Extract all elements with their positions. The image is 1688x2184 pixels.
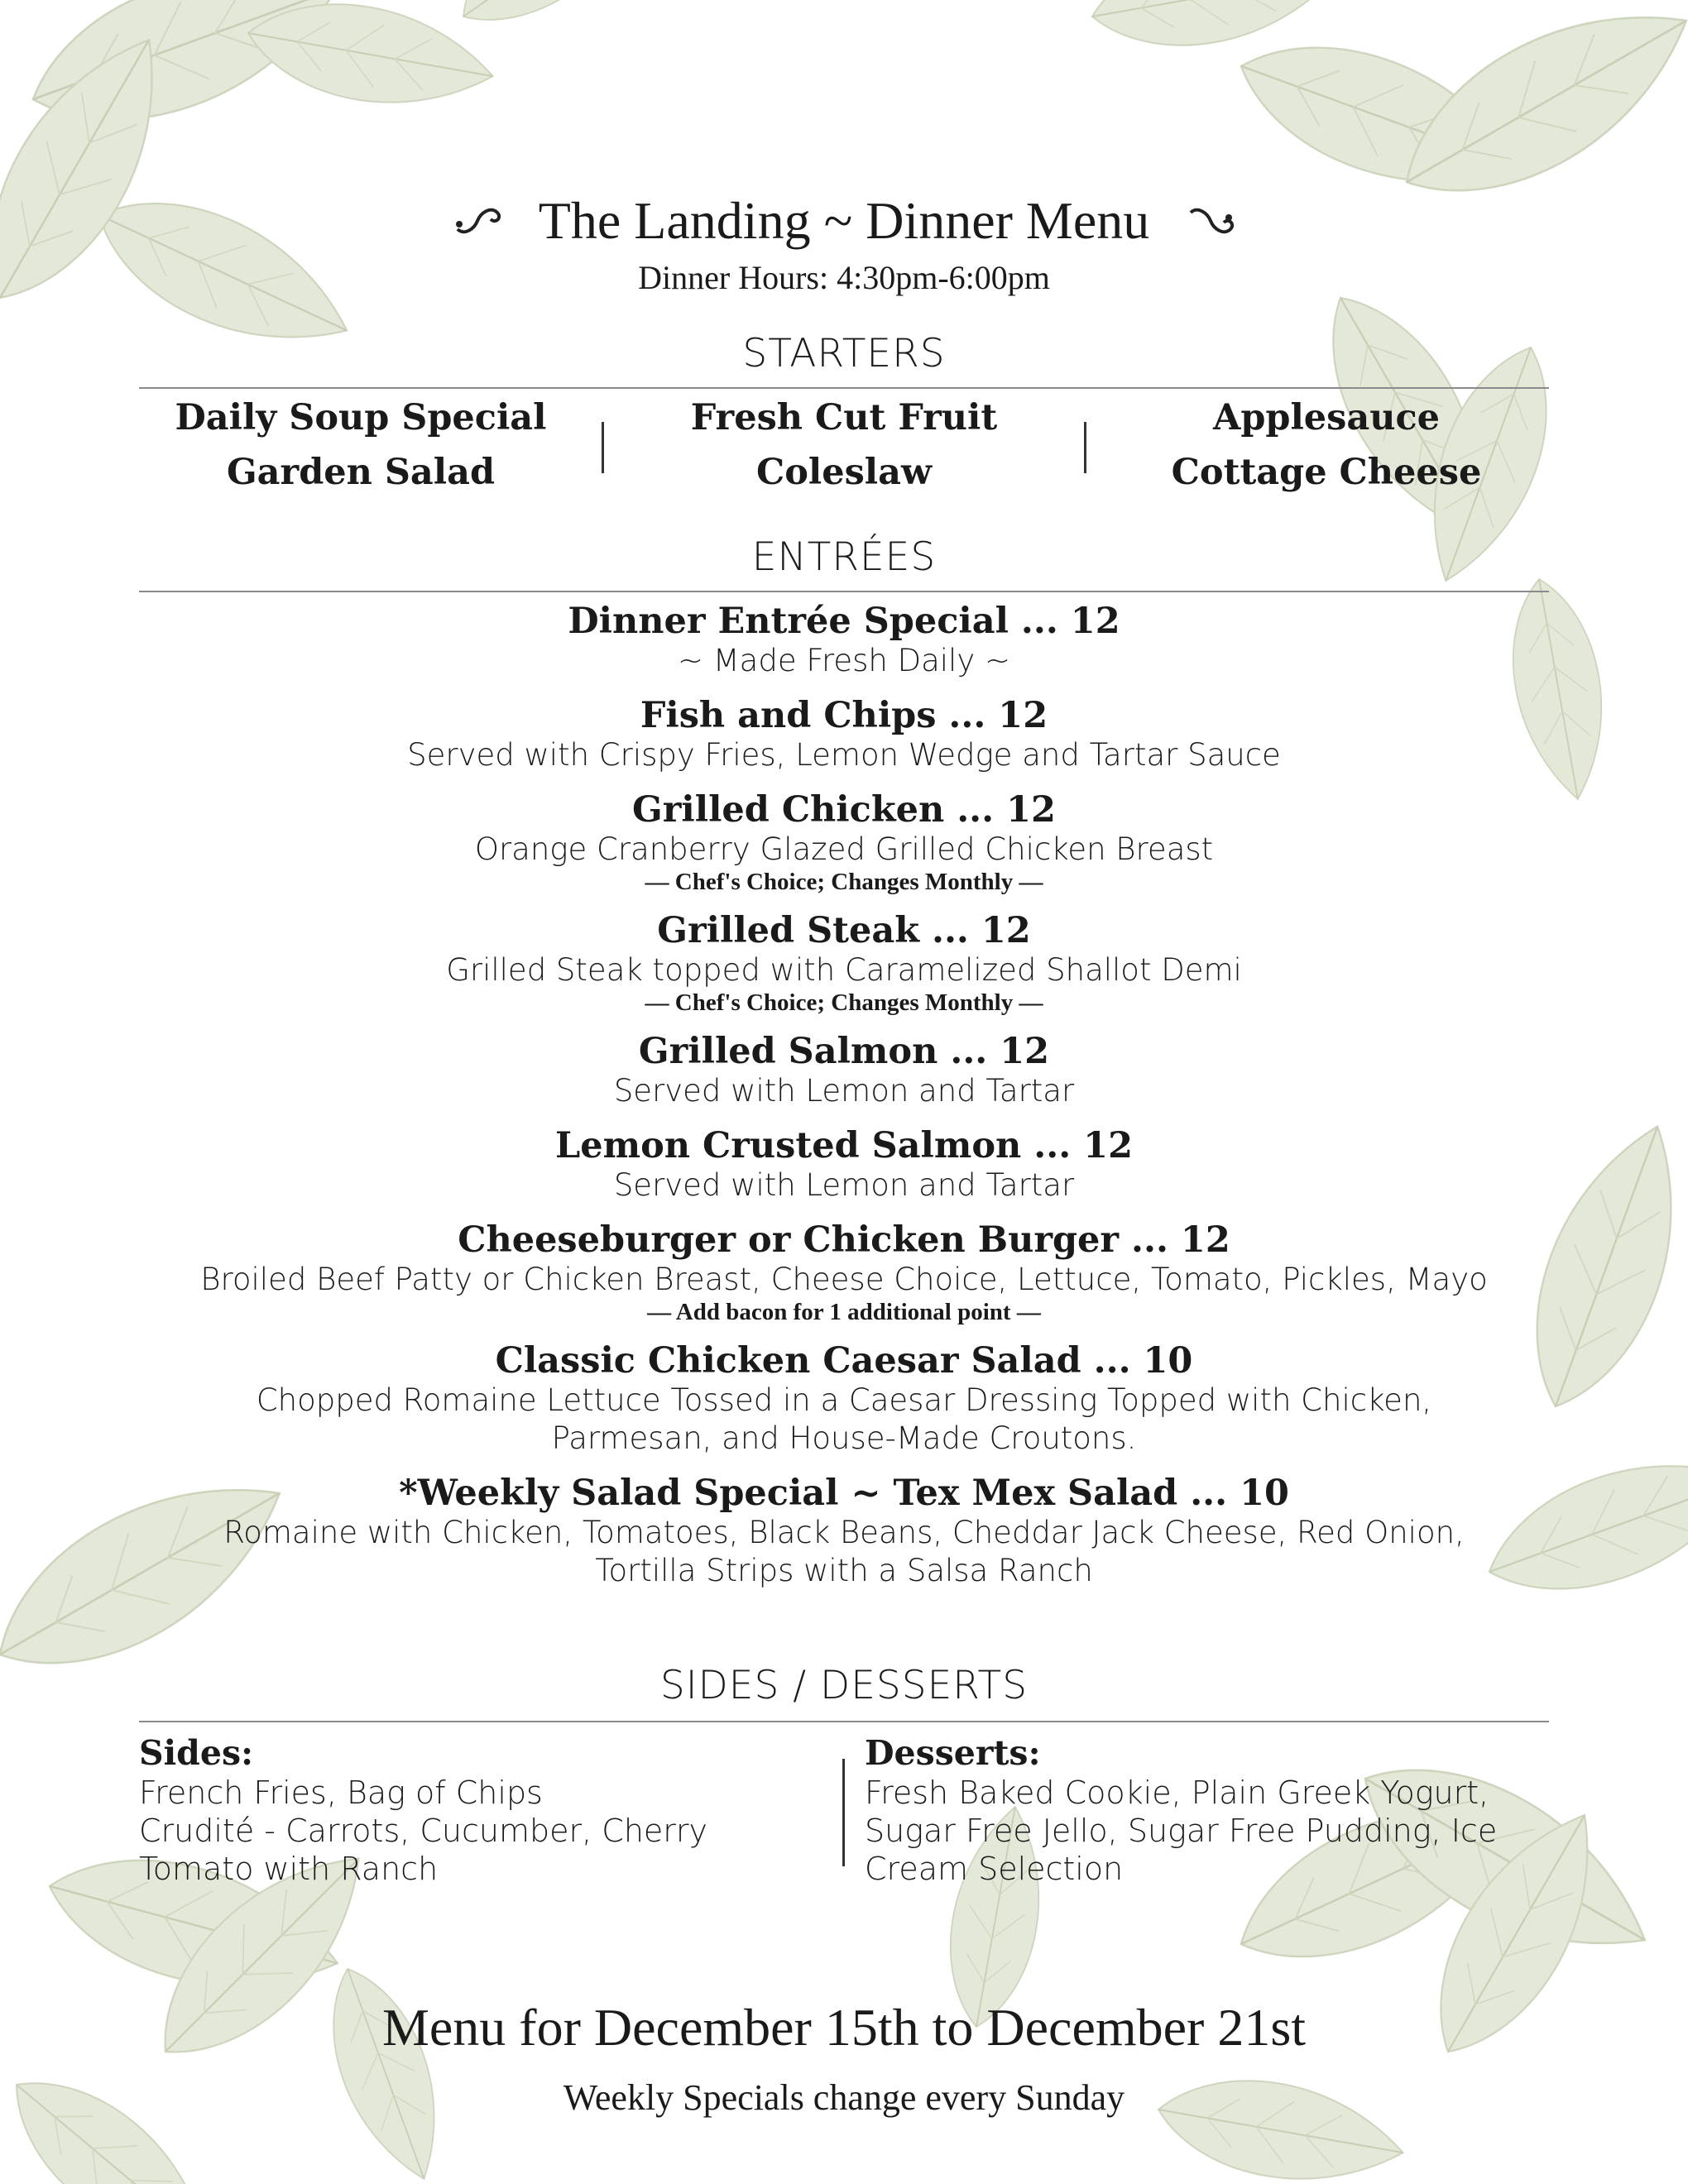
weekly-specials-note: Weekly Specials change every Sunday bbox=[563, 2077, 1125, 2118]
entree-item bbox=[0, 1031, 1688, 1110]
starter-item: Coleslaw bbox=[755, 452, 933, 493]
desserts-line: Cream Selection bbox=[865, 1851, 1124, 1887]
entree-item bbox=[0, 1473, 1688, 1590]
entree-description-cont: Tortilla Strips with a Salsa Ranch bbox=[595, 1553, 1093, 1588]
dinner-hours: Dinner Hours: 4:30pm-6:00pm bbox=[638, 259, 1050, 296]
starters-column-1 bbox=[121, 390, 601, 500]
starters-heading: STARTERS bbox=[742, 331, 946, 376]
entrees-list bbox=[0, 601, 1688, 1605]
entree-name: Classic Chicken Caesar Salad ... 10 bbox=[495, 1340, 1193, 1382]
menu-title: The Landing ~ Dinner Menu bbox=[538, 191, 1150, 250]
menu-header bbox=[0, 184, 1688, 258]
entree-description: Served with Crispy Fries, Lemon Wedge and Tartar Sauce bbox=[407, 737, 1281, 773]
entree-name: Grilled Salmon ... 12 bbox=[638, 1031, 1050, 1072]
entree-item bbox=[0, 695, 1688, 774]
entree-description: Romaine with Chicken, Tomatoes, Black Beans, Cheddar Jack Cheese, Red Onion, bbox=[223, 1515, 1465, 1550]
swirl-ornament-left-icon bbox=[453, 204, 502, 237]
entree-name: Dinner Entrée Special ... 12 bbox=[568, 601, 1120, 642]
desserts-line: Fresh Baked Cookie, Plain Greek Yogurt, bbox=[865, 1774, 1489, 1811]
swirl-ornament-right-icon bbox=[1186, 204, 1235, 237]
starter-item: Garden Salad bbox=[226, 452, 496, 493]
entree-description: Orange Cranberry Glazed Grilled Chicken Breast bbox=[474, 831, 1214, 867]
entrees-heading: ENTRÉES bbox=[751, 534, 937, 580]
sides-line: French Fries, Bag of Chips bbox=[139, 1774, 543, 1811]
starter-item: Daily Soup Special bbox=[175, 397, 547, 438]
entree-note: — Add bacon for 1 additional point — bbox=[647, 1299, 1041, 1325]
starter-item: Fresh Cut Fruit bbox=[690, 397, 998, 438]
entree-description: Chopped Romaine Lettuce Tossed in a Caesar Dressing Topped with Chicken, bbox=[256, 1382, 1432, 1418]
entree-note: — Chef's Choice; Changes Monthly — bbox=[645, 869, 1043, 895]
entrees-divider bbox=[139, 591, 1549, 592]
desserts-title: Desserts: bbox=[865, 1733, 1041, 1773]
sides-desserts-separator bbox=[842, 1759, 845, 1866]
starters-divider bbox=[139, 387, 1549, 389]
entree-name: Grilled Steak ... 12 bbox=[657, 910, 1031, 951]
entree-description-cont: Parmesan, and House-Made Croutons. bbox=[551, 1420, 1137, 1456]
entree-name: Fish and Chips ... 12 bbox=[640, 695, 1048, 736]
entree-name: Cheeseburger or Chicken Burger ... 12 bbox=[458, 1219, 1230, 1261]
entree-description: ~ Made Fresh Daily ~ bbox=[678, 643, 1010, 678]
starter-item: Cottage Cheese bbox=[1171, 452, 1482, 493]
sides-column bbox=[139, 1732, 818, 1888]
sides-desserts-divider bbox=[139, 1721, 1549, 1722]
desserts-line: Sugar Free Jello, Sugar Free Pudding, Ice bbox=[865, 1813, 1498, 1849]
entree-item bbox=[0, 910, 1688, 1016]
entree-item bbox=[0, 601, 1688, 680]
sides-line: Tomato with Ranch bbox=[139, 1851, 439, 1887]
entree-description: Grilled Steak topped with Caramelized Shallot Demi bbox=[446, 952, 1242, 988]
starter-item: Applesauce bbox=[1212, 397, 1441, 438]
menu-date-range: Menu for December 15th to December 21st bbox=[381, 1998, 1307, 2057]
starters-column-2 bbox=[604, 390, 1084, 500]
entree-name: Lemon Crusted Salmon ... 12 bbox=[555, 1125, 1133, 1166]
entree-item bbox=[0, 789, 1688, 895]
entree-name: *Weekly Salad Special ~ Tex Mex Salad ... 10 bbox=[399, 1473, 1289, 1514]
sides-desserts-heading: SIDES / DESSERTS bbox=[659, 1663, 1029, 1708]
desserts-column bbox=[865, 1732, 1543, 1888]
entree-item bbox=[0, 1219, 1688, 1325]
entree-note: — Chef's Choice; Changes Monthly — bbox=[645, 989, 1043, 1016]
sides-title: Sides: bbox=[139, 1733, 254, 1773]
entree-description: Served with Lemon and Tartar bbox=[613, 1167, 1075, 1203]
entree-name: Grilled Chicken ... 12 bbox=[632, 789, 1056, 831]
entree-description: Served with Lemon and Tartar bbox=[613, 1073, 1075, 1109]
entree-item bbox=[0, 1340, 1688, 1458]
entree-item bbox=[0, 1125, 1688, 1205]
starters-column-3 bbox=[1086, 390, 1566, 500]
entree-description: Broiled Beef Patty or Chicken Breast, Cheese Choice, Lettuce, Tomato, Pickles, Mayo bbox=[200, 1262, 1488, 1297]
sides-line: Crudité - Carrots, Cucumber, Cherry bbox=[139, 1813, 708, 1849]
